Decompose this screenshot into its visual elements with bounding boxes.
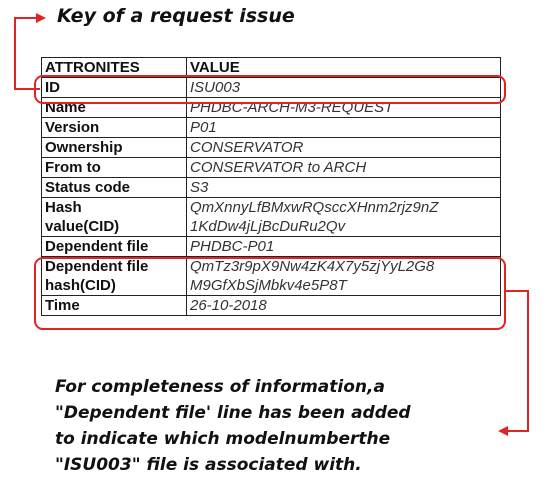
row-key [42,198,187,237]
row-key: From to [42,158,187,178]
row-value-line: M9GfXbSjMbkv4e5P8T [190,277,347,294]
table-row [42,118,501,138]
row-value-line: 1KdDw4jLjBcDuRu2Qv [190,218,346,235]
row-key: Time [42,296,187,316]
row-key-line: value(CID) [45,218,120,235]
caption-title: Key of a request issue [57,5,295,27]
header-key: ATTRONITES [42,58,187,78]
note-line: "ISU003" file is associated with. [55,455,362,475]
row-key-line: Dependent file [45,258,149,275]
row-value-line: QmTz3r9pX9Nw4zK4X7y5zjYyL2G8 [190,258,435,275]
row-value: PHDBC-ARCH-M3-REQUEST [187,98,501,118]
row-key: Status code [42,178,187,198]
row-value: ISU003 [187,78,501,98]
row-key: Ownership [42,138,187,158]
row-value: PHDBC-P01 [187,237,501,257]
row-value: P01 [187,118,501,138]
row-key-line: hash(CID) [45,277,116,294]
row-value: S3 [187,178,501,198]
note-line: For completeness of information,a [55,377,385,397]
table-row [42,138,501,158]
row-key: Version [42,118,187,138]
table-row [42,237,501,257]
row-value [187,198,501,237]
table-row [42,158,501,178]
table-row [42,178,501,198]
row-value-line: QmXnnyLfBMxwRQsccXHnm2rjz9nZ [190,199,439,216]
highlight-id-row [34,75,506,104]
header-value: VALUE [187,58,501,78]
note-line: "Dependent file' line has been added [55,403,411,423]
row-key: Name [42,98,187,118]
explanation-note [55,374,411,478]
row-value: CONSERVATOR to ARCH [187,158,501,178]
row-key: Dependent file [42,237,187,257]
row-value: CONSERVATOR [187,138,501,158]
row-key: ID [42,78,187,98]
table-row [42,198,501,237]
row-key-line: Hash [45,199,82,216]
note-line: to indicate which modelnumberthe [55,429,391,449]
highlight-dependent-file-rows [34,257,506,330]
row-value: 26-10-2018 [187,296,501,316]
